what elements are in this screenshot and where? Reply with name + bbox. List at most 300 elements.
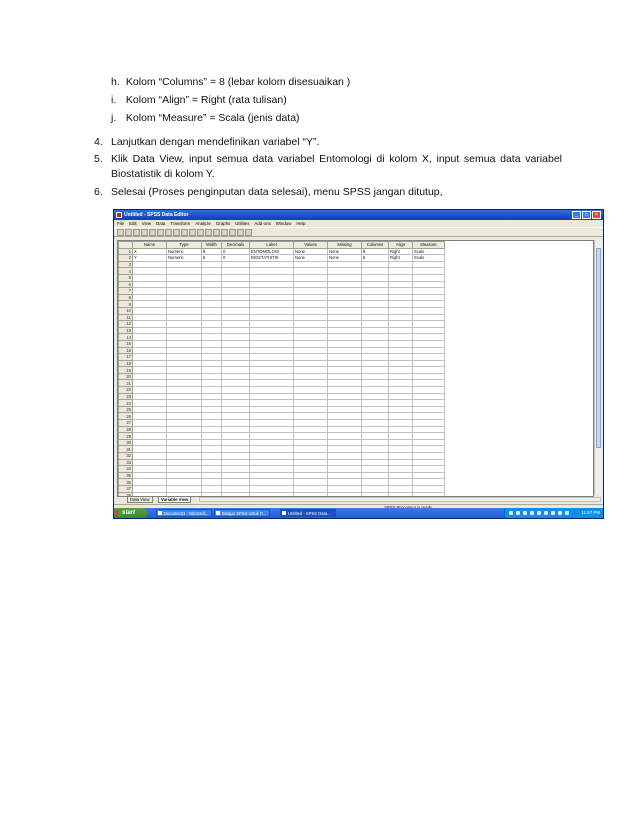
- grid-cell[interactable]: [222, 281, 250, 288]
- grid-cell[interactable]: [167, 373, 202, 380]
- row-number[interactable]: 30: [119, 439, 133, 446]
- grid-cell[interactable]: [362, 307, 389, 314]
- grid-cell[interactable]: [202, 479, 222, 486]
- grid-cell[interactable]: [389, 334, 413, 341]
- grid-cell[interactable]: [362, 472, 389, 479]
- grid-cell[interactable]: [389, 367, 413, 374]
- grid-cell[interactable]: [294, 420, 328, 427]
- grid-cell[interactable]: [362, 327, 389, 334]
- grid-cell[interactable]: [413, 453, 445, 460]
- grid-cell[interactable]: [250, 321, 294, 328]
- grid-cell[interactable]: [362, 413, 389, 420]
- goto-case-icon[interactable]: [173, 229, 180, 236]
- grid-cell[interactable]: [389, 393, 413, 400]
- grid-cell[interactable]: [167, 294, 202, 301]
- grid-cell[interactable]: [133, 327, 167, 334]
- grid-cell[interactable]: 8: [362, 255, 389, 262]
- grid-cell[interactable]: [389, 354, 413, 361]
- grid-cell[interactable]: [328, 360, 362, 367]
- grid-cell[interactable]: [202, 387, 222, 394]
- grid-cell[interactable]: [222, 373, 250, 380]
- grid-cell[interactable]: [362, 479, 389, 486]
- grid-cell[interactable]: [133, 347, 167, 354]
- grid-cell[interactable]: [222, 307, 250, 314]
- grid-cell[interactable]: [133, 268, 167, 275]
- grid-cell[interactable]: [222, 340, 250, 347]
- grid-cell[interactable]: [413, 354, 445, 361]
- grid-cell[interactable]: [413, 367, 445, 374]
- grid-cell[interactable]: 8: [362, 248, 389, 255]
- grid-cell[interactable]: Y: [133, 255, 167, 262]
- grid-cell[interactable]: [389, 479, 413, 486]
- grid-cell[interactable]: [362, 347, 389, 354]
- grid-cell[interactable]: [362, 268, 389, 275]
- grid-cell[interactable]: [250, 433, 294, 440]
- grid-cell[interactable]: [362, 281, 389, 288]
- grid-cell[interactable]: [294, 380, 328, 387]
- row-number[interactable]: 37: [119, 485, 133, 492]
- grid-cell[interactable]: [413, 360, 445, 367]
- row-number[interactable]: 34: [119, 466, 133, 473]
- grid-cell[interactable]: [362, 334, 389, 341]
- grid-cell[interactable]: [328, 274, 362, 281]
- grid-cell[interactable]: [362, 393, 389, 400]
- grid-cell[interactable]: [294, 261, 328, 268]
- grid-cell[interactable]: [294, 459, 328, 466]
- grid-cell[interactable]: 0: [222, 255, 250, 262]
- tab-data-view[interactable]: Data View: [127, 496, 153, 503]
- grid-cell[interactable]: [389, 413, 413, 420]
- grid-cell[interactable]: [294, 334, 328, 341]
- grid-cell[interactable]: [222, 261, 250, 268]
- grid-cell[interactable]: [389, 268, 413, 275]
- row-number[interactable]: 23: [119, 393, 133, 400]
- row-number[interactable]: 15: [119, 340, 133, 347]
- grid-cell[interactable]: [222, 426, 250, 433]
- grid-cell[interactable]: [133, 472, 167, 479]
- row-number[interactable]: 29: [119, 433, 133, 440]
- col-header-name[interactable]: Name: [133, 242, 167, 249]
- grid-cell[interactable]: [362, 400, 389, 407]
- grid-cell[interactable]: [133, 367, 167, 374]
- grid-cell[interactable]: [413, 420, 445, 427]
- tray-language-icon[interactable]: [558, 511, 562, 515]
- grid-cell[interactable]: [202, 347, 222, 354]
- grid-cell[interactable]: [167, 466, 202, 473]
- grid-cell[interactable]: [328, 327, 362, 334]
- grid-cell[interactable]: [362, 360, 389, 367]
- grid-cell[interactable]: [328, 387, 362, 394]
- tray-safely-remove-icon[interactable]: [565, 511, 569, 515]
- tab-variable-view[interactable]: Variable View: [158, 496, 191, 503]
- grid-cell[interactable]: [250, 453, 294, 460]
- grid-cell[interactable]: [413, 288, 445, 295]
- grid-cell[interactable]: [328, 281, 362, 288]
- row-number[interactable]: 16: [119, 347, 133, 354]
- grid-cell[interactable]: [167, 340, 202, 347]
- grid-cell[interactable]: [222, 347, 250, 354]
- grid-cell[interactable]: [133, 413, 167, 420]
- grid-cell[interactable]: [250, 360, 294, 367]
- grid-cell[interactable]: [202, 294, 222, 301]
- grid-cell[interactable]: [222, 439, 250, 446]
- grid-cell[interactable]: [389, 373, 413, 380]
- grid-cell[interactable]: [328, 268, 362, 275]
- grid-cell[interactable]: [362, 367, 389, 374]
- grid-cell[interactable]: [202, 400, 222, 407]
- grid-cell[interactable]: [389, 321, 413, 328]
- grid-cell[interactable]: [362, 301, 389, 308]
- grid-cell[interactable]: [202, 340, 222, 347]
- grid-cell[interactable]: [389, 294, 413, 301]
- grid-cell[interactable]: [250, 327, 294, 334]
- grid-cell[interactable]: [222, 485, 250, 492]
- grid-cell[interactable]: X: [133, 248, 167, 255]
- col-header-align[interactable]: Align: [389, 242, 413, 249]
- grid-cell[interactable]: [250, 340, 294, 347]
- grid-cell[interactable]: [250, 367, 294, 374]
- grid-cell[interactable]: [133, 321, 167, 328]
- grid-cell[interactable]: [167, 334, 202, 341]
- grid-cell[interactable]: [294, 472, 328, 479]
- grid-cell[interactable]: [389, 400, 413, 407]
- grid-cell[interactable]: [413, 406, 445, 413]
- grid-cell[interactable]: [362, 321, 389, 328]
- grid-cell[interactable]: [202, 288, 222, 295]
- grid-cell[interactable]: Numeric: [167, 248, 202, 255]
- grid-cell[interactable]: [202, 261, 222, 268]
- grid-cell[interactable]: [328, 406, 362, 413]
- grid-cell[interactable]: [202, 446, 222, 453]
- grid-cell[interactable]: [133, 387, 167, 394]
- grid-cell[interactable]: [133, 334, 167, 341]
- grid-cell[interactable]: [413, 274, 445, 281]
- grid-cell[interactable]: [222, 294, 250, 301]
- grid-cell[interactable]: [167, 380, 202, 387]
- grid-cell[interactable]: [328, 433, 362, 440]
- grid-cell[interactable]: [133, 301, 167, 308]
- grid-cell[interactable]: [328, 439, 362, 446]
- col-header-measure[interactable]: Measure: [413, 242, 445, 249]
- grid-cell[interactable]: [222, 360, 250, 367]
- vertical-scrollbar[interactable]: [594, 240, 602, 495]
- grid-cell[interactable]: None: [328, 248, 362, 255]
- menu-window[interactable]: Window: [275, 221, 292, 226]
- grid-cell[interactable]: [167, 433, 202, 440]
- taskbar-item-word[interactable]: [156, 509, 212, 517]
- grid-cell[interactable]: [133, 426, 167, 433]
- grid-cell[interactable]: [294, 479, 328, 486]
- grid-cell[interactable]: [250, 466, 294, 473]
- grid-cell[interactable]: [389, 380, 413, 387]
- grid-cell[interactable]: [202, 314, 222, 321]
- grid-cell[interactable]: [389, 472, 413, 479]
- grid-cell[interactable]: [413, 281, 445, 288]
- grid-cell[interactable]: [167, 459, 202, 466]
- row-number[interactable]: 26: [119, 413, 133, 420]
- grid-cell[interactable]: [413, 433, 445, 440]
- grid-cell[interactable]: [294, 373, 328, 380]
- grid-cell[interactable]: [222, 327, 250, 334]
- grid-cell[interactable]: [413, 340, 445, 347]
- grid-cell[interactable]: [413, 347, 445, 354]
- grid-cell[interactable]: [167, 472, 202, 479]
- menu-view[interactable]: View: [141, 221, 152, 226]
- grid-cell[interactable]: [133, 400, 167, 407]
- grid-cell[interactable]: [167, 268, 202, 275]
- grid-cell[interactable]: [167, 439, 202, 446]
- row-number[interactable]: 31: [119, 446, 133, 453]
- grid-cell[interactable]: [328, 453, 362, 460]
- row-number[interactable]: 11: [119, 314, 133, 321]
- grid-cell[interactable]: 0: [222, 248, 250, 255]
- row-number[interactable]: 28: [119, 426, 133, 433]
- grid-cell[interactable]: BIOSTATISTIK: [250, 255, 294, 262]
- grid-cell[interactable]: [294, 367, 328, 374]
- row-number[interactable]: 27: [119, 420, 133, 427]
- grid-cell[interactable]: [250, 268, 294, 275]
- grid-cell[interactable]: [167, 288, 202, 295]
- grid-cell[interactable]: [222, 288, 250, 295]
- grid-cell[interactable]: [328, 400, 362, 407]
- grid-cell[interactable]: [389, 446, 413, 453]
- grid-cell[interactable]: [362, 340, 389, 347]
- grid-cell[interactable]: [133, 420, 167, 427]
- grid-cell[interactable]: [167, 301, 202, 308]
- grid-cell[interactable]: [222, 472, 250, 479]
- grid-cell[interactable]: Right: [389, 255, 413, 262]
- grid-cell[interactable]: Numeric: [167, 255, 202, 262]
- grid-cell[interactable]: [133, 380, 167, 387]
- grid-cell[interactable]: [328, 288, 362, 295]
- grid-cell[interactable]: [294, 413, 328, 420]
- grid-cell[interactable]: [362, 466, 389, 473]
- grid-cell[interactable]: [294, 327, 328, 334]
- row-number[interactable]: 10: [119, 307, 133, 314]
- split-file-icon[interactable]: [213, 229, 220, 236]
- grid-cell[interactable]: [250, 393, 294, 400]
- grid-cell[interactable]: [202, 373, 222, 380]
- grid-cell[interactable]: [294, 439, 328, 446]
- tray-antivirus-icon[interactable]: [523, 511, 527, 515]
- grid-cell[interactable]: [202, 485, 222, 492]
- grid-cell[interactable]: [362, 420, 389, 427]
- grid-cell[interactable]: [167, 281, 202, 288]
- grid-cell[interactable]: [250, 261, 294, 268]
- grid-cell[interactable]: [167, 413, 202, 420]
- grid-cell[interactable]: [202, 406, 222, 413]
- grid-cell[interactable]: [202, 274, 222, 281]
- grid-cell[interactable]: [362, 453, 389, 460]
- grid-cell[interactable]: [294, 393, 328, 400]
- grid-cell[interactable]: [202, 354, 222, 361]
- menu-add-ons[interactable]: Add-ons: [254, 221, 271, 226]
- grid-cell[interactable]: [413, 294, 445, 301]
- grid-cell[interactable]: [222, 314, 250, 321]
- menu-analyze[interactable]: Analyze: [195, 221, 211, 226]
- grid-cell[interactable]: [328, 314, 362, 321]
- grid-cell[interactable]: [202, 453, 222, 460]
- col-header-width[interactable]: Width: [202, 242, 222, 249]
- grid-cell[interactable]: None: [328, 255, 362, 262]
- grid-cell[interactable]: [202, 466, 222, 473]
- grid-cell[interactable]: [250, 413, 294, 420]
- grid-cell[interactable]: [362, 274, 389, 281]
- grid-cell[interactable]: [133, 373, 167, 380]
- grid-cell[interactable]: [250, 281, 294, 288]
- row-number[interactable]: 25: [119, 406, 133, 413]
- find-icon[interactable]: [189, 229, 196, 236]
- grid-cell[interactable]: [222, 479, 250, 486]
- grid-cell[interactable]: [167, 426, 202, 433]
- grid-cell[interactable]: [167, 367, 202, 374]
- grid-cell[interactable]: [133, 261, 167, 268]
- grid-cell[interactable]: [328, 472, 362, 479]
- grid-cell[interactable]: [413, 413, 445, 420]
- grid-cell[interactable]: [202, 268, 222, 275]
- grid-cell[interactable]: [362, 446, 389, 453]
- row-number[interactable]: 21: [119, 380, 133, 387]
- grid-cell[interactable]: [250, 294, 294, 301]
- grid-cell[interactable]: [133, 446, 167, 453]
- grid-cell[interactable]: [167, 347, 202, 354]
- grid-cell[interactable]: [202, 334, 222, 341]
- row-number[interactable]: 36: [119, 479, 133, 486]
- grid-cell[interactable]: [413, 466, 445, 473]
- grid-cell[interactable]: [250, 459, 294, 466]
- grid-cell[interactable]: [389, 347, 413, 354]
- row-number[interactable]: 3: [119, 261, 133, 268]
- grid-cell[interactable]: [294, 406, 328, 413]
- col-header-type[interactable]: Type: [167, 242, 202, 249]
- grid-cell[interactable]: [202, 301, 222, 308]
- grid-cell[interactable]: [328, 446, 362, 453]
- grid-cell[interactable]: [294, 453, 328, 460]
- grid-cell[interactable]: [328, 307, 362, 314]
- row-number[interactable]: 18: [119, 360, 133, 367]
- grid-cell[interactable]: [133, 360, 167, 367]
- grid-cell[interactable]: [167, 479, 202, 486]
- grid-cell[interactable]: [250, 354, 294, 361]
- row-number[interactable]: 20: [119, 373, 133, 380]
- grid-cell[interactable]: [202, 393, 222, 400]
- open-icon[interactable]: [117, 229, 124, 236]
- grid-cell[interactable]: [328, 347, 362, 354]
- grid-cell[interactable]: [202, 321, 222, 328]
- grid-cell[interactable]: [362, 288, 389, 295]
- grid-cell[interactable]: [362, 380, 389, 387]
- grid-cell[interactable]: [202, 459, 222, 466]
- dialog-recall-icon[interactable]: [141, 229, 148, 236]
- grid-cell[interactable]: [413, 472, 445, 479]
- grid-cell[interactable]: [328, 301, 362, 308]
- row-number[interactable]: 6: [119, 281, 133, 288]
- print-icon[interactable]: [133, 229, 140, 236]
- grid-cell[interactable]: [413, 459, 445, 466]
- grid-cell[interactable]: [167, 321, 202, 328]
- grid-cell[interactable]: [222, 466, 250, 473]
- grid-cell[interactable]: [250, 301, 294, 308]
- grid-cell[interactable]: [328, 466, 362, 473]
- grid-cell[interactable]: [250, 439, 294, 446]
- col-header-label[interactable]: Label: [250, 242, 294, 249]
- grid-cell[interactable]: [294, 340, 328, 347]
- grid-cell[interactable]: [413, 380, 445, 387]
- grid-cell[interactable]: [389, 387, 413, 394]
- grid-cell[interactable]: [413, 301, 445, 308]
- grid-cell[interactable]: [294, 360, 328, 367]
- grid-cell[interactable]: [294, 347, 328, 354]
- grid-cell[interactable]: [133, 453, 167, 460]
- grid-cell[interactable]: [328, 426, 362, 433]
- grid-cell[interactable]: [167, 307, 202, 314]
- grid-cell[interactable]: [328, 340, 362, 347]
- grid-cell[interactable]: [250, 485, 294, 492]
- grid-cell[interactable]: [222, 446, 250, 453]
- grid-cell[interactable]: [250, 334, 294, 341]
- grid-cell[interactable]: [133, 307, 167, 314]
- grid-cell[interactable]: [328, 420, 362, 427]
- grid-cell[interactable]: [413, 393, 445, 400]
- grid-cell[interactable]: [413, 439, 445, 446]
- row-number[interactable]: 22: [119, 387, 133, 394]
- row-number[interactable]: 33: [119, 459, 133, 466]
- grid-cell[interactable]: [222, 433, 250, 440]
- grid-cell[interactable]: [294, 294, 328, 301]
- row-number[interactable]: 4: [119, 268, 133, 275]
- start-button[interactable]: [114, 508, 148, 518]
- grid-cell[interactable]: [362, 294, 389, 301]
- grid-cell[interactable]: [250, 426, 294, 433]
- grid-cell[interactable]: [413, 387, 445, 394]
- grid-cell[interactable]: [389, 485, 413, 492]
- grid-cell[interactable]: [250, 400, 294, 407]
- grid-cell[interactable]: [328, 485, 362, 492]
- grid-cell[interactable]: [250, 479, 294, 486]
- grid-cell[interactable]: [250, 387, 294, 394]
- grid-cell[interactable]: 8: [202, 248, 222, 255]
- grid-cell[interactable]: [202, 420, 222, 427]
- grid-cell[interactable]: [222, 459, 250, 466]
- minimize-button[interactable]: _: [572, 211, 581, 219]
- grid-cell[interactable]: Scale: [413, 255, 445, 262]
- grid-cell[interactable]: [250, 406, 294, 413]
- grid-cell[interactable]: [250, 373, 294, 380]
- tray-update-icon[interactable]: [530, 511, 534, 515]
- redo-icon[interactable]: [157, 229, 164, 236]
- grid-cell[interactable]: [362, 406, 389, 413]
- grid-cell[interactable]: [250, 446, 294, 453]
- grid-cell[interactable]: [328, 380, 362, 387]
- menu-data[interactable]: Data: [156, 221, 166, 226]
- save-icon[interactable]: [125, 229, 132, 236]
- grid-cell[interactable]: [389, 420, 413, 427]
- grid-cell[interactable]: [202, 426, 222, 433]
- grid-cell[interactable]: [328, 321, 362, 328]
- title-bar[interactable]: [114, 210, 603, 220]
- grid-cell[interactable]: None: [294, 255, 328, 262]
- undo-icon[interactable]: [149, 229, 156, 236]
- row-number[interactable]: 35: [119, 472, 133, 479]
- grid-cell[interactable]: [413, 426, 445, 433]
- grid-cell[interactable]: [362, 314, 389, 321]
- grid-cell[interactable]: [294, 288, 328, 295]
- grid-cell[interactable]: [202, 413, 222, 420]
- grid-cell[interactable]: [328, 479, 362, 486]
- grid-cell[interactable]: [413, 373, 445, 380]
- grid-cell[interactable]: [167, 360, 202, 367]
- grid-cell[interactable]: [133, 274, 167, 281]
